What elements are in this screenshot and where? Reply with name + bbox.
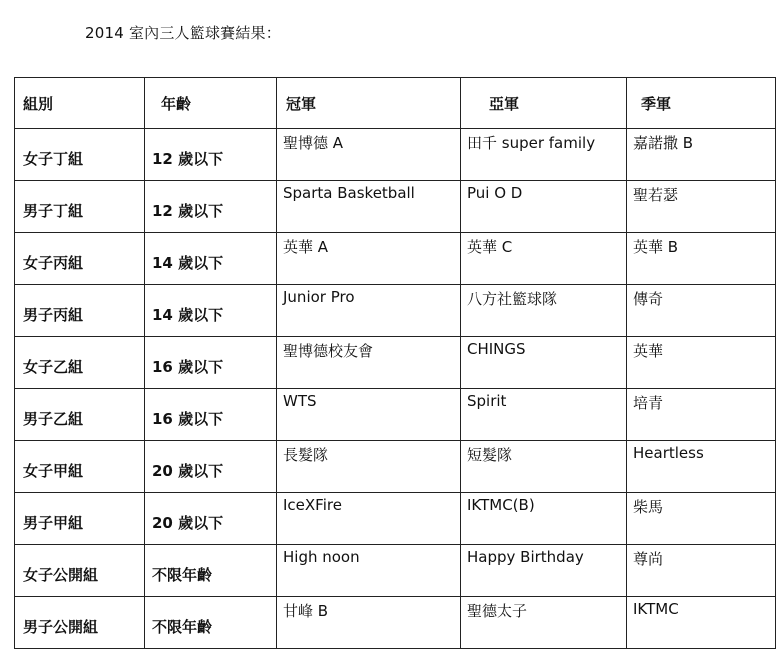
group-cell-text: 男子公開組 [23,618,99,636]
header-champion-label: 冠軍 [286,94,317,113]
champion-cell-text: Sparta Basketball [283,184,415,202]
champion-cell-text: IceXFire [283,496,342,514]
table-row [15,337,776,389]
third-cell-text: 傳奇 [633,290,664,308]
age-cell [145,337,277,389]
header-third [627,78,776,129]
runner-up-cell [461,493,627,545]
age-cell [145,441,277,493]
group-cell [15,441,145,493]
runner-up-cell-text: Spirit [467,392,507,410]
third-cell [627,181,776,233]
champion-cell [277,233,461,285]
group-cell [15,181,145,233]
age-cell-text: 14 歲以下 [152,254,224,272]
age-cell [145,129,277,181]
group-cell-text: 男子乙組 [23,410,84,428]
group-cell-text: 女子丙組 [23,254,84,272]
runner-up-cell [461,337,627,389]
table-row [15,285,776,337]
runner-up-cell-text: 短髮隊 [467,446,513,464]
table-row [15,233,776,285]
third-cell [627,493,776,545]
header-group-label: 組別 [23,94,54,113]
age-cell-text: 16 歲以下 [152,358,224,376]
age-cell-text: 不限年齡 [152,566,213,584]
champion-cell-text: WTS [283,392,317,410]
group-cell [15,597,145,649]
age-cell-text: 12 歲以下 [152,150,224,168]
age-cell [145,285,277,337]
champion-cell [277,545,461,597]
champion-cell [277,441,461,493]
group-cell-text: 女子公開組 [23,566,99,584]
age-cell [145,389,277,441]
third-cell-text: 嘉諾撒 B [633,134,694,152]
header-age [145,78,277,129]
champion-cell-text: 長髮隊 [283,446,329,464]
champion-cell-text: 英華 A [283,238,329,256]
third-cell-text: Heartless [633,444,704,462]
runner-up-cell [461,233,627,285]
group-cell [15,493,145,545]
group-cell-text: 女子甲組 [23,462,84,480]
runner-up-cell [461,597,627,649]
table-row [15,441,776,493]
group-cell [15,129,145,181]
group-cell-text: 男子丙組 [23,306,84,324]
runner-up-cell-text: 聖德太子 [467,602,528,620]
third-cell-text: IKTMC [633,600,679,618]
age-cell [145,233,277,285]
third-cell-text: 尊尚 [633,550,664,568]
champion-cell-text: 甘峰 B [283,602,329,620]
age-cell-text: 12 歲以下 [152,202,224,220]
group-cell [15,389,145,441]
third-cell [627,285,776,337]
champion-cell-text: High noon [283,548,360,566]
table-row [15,597,776,649]
table-row [15,129,776,181]
champion-cell [277,337,461,389]
champion-cell-text: 聖博德 A [283,134,344,152]
runner-up-cell [461,181,627,233]
third-cell-text: 英華 B [633,238,679,256]
third-cell-text: 培青 [633,394,664,412]
champion-cell-text: 聖博德校友會 [283,342,374,360]
third-cell [627,233,776,285]
group-cell-text: 男子丁組 [23,202,84,220]
champion-cell [277,389,461,441]
runner-up-cell-text: Pui O D [467,184,523,202]
third-cell [627,597,776,649]
page-title: 2014 室內三人籃球賽結果： [85,24,281,42]
runner-up-cell-text: 英華 C [467,238,513,256]
header-age-label: 年齡 [161,94,192,113]
runner-up-cell [461,441,627,493]
runner-up-cell [461,129,627,181]
table-row [15,493,776,545]
age-cell [145,181,277,233]
third-cell-text: 英華 [633,342,664,360]
runner-up-cell [461,389,627,441]
champion-cell [277,181,461,233]
table-row [15,181,776,233]
third-cell-text: 聖若瑟 [633,186,679,204]
header-group [15,78,145,129]
group-cell-text: 男子甲組 [23,514,84,532]
group-cell-text: 女子丁組 [23,150,84,168]
third-cell [627,545,776,597]
runner-up-cell-text: IKTMC(B) [467,496,535,514]
champion-cell [277,597,461,649]
champion-cell-text: Junior Pro [283,288,355,306]
third-cell-text: 柴馬 [633,498,664,516]
age-cell-text: 20 歲以下 [152,462,224,480]
age-cell-text: 14 歲以下 [152,306,224,324]
table-row [15,389,776,441]
group-cell [15,233,145,285]
age-cell [145,545,277,597]
table-header-row [15,78,776,129]
runner-up-cell-text: Happy Birthday [467,548,584,566]
runner-up-cell-text: CHINGS [467,340,526,358]
runner-up-cell [461,545,627,597]
age-cell [145,493,277,545]
table-row [15,545,776,597]
third-cell [627,441,776,493]
header-champion [277,78,461,129]
age-cell [145,597,277,649]
header-runner-up [461,78,627,129]
age-cell-text: 16 歲以下 [152,410,224,428]
group-cell [15,337,145,389]
third-cell [627,389,776,441]
age-cell-text: 20 歲以下 [152,514,224,532]
results-table [14,77,776,649]
header-runner-up-label: 亞軍 [489,94,520,113]
runner-up-cell-text: 田千 super family [467,134,596,152]
third-cell [627,337,776,389]
group-cell-text: 女子乙組 [23,358,84,376]
champion-cell [277,285,461,337]
header-third-label: 季軍 [641,94,672,113]
runner-up-cell [461,285,627,337]
champion-cell [277,493,461,545]
age-cell-text: 不限年齡 [152,618,213,636]
group-cell [15,545,145,597]
champion-cell [277,129,461,181]
group-cell [15,285,145,337]
third-cell [627,129,776,181]
runner-up-cell-text: 八方社籃球隊 [467,290,558,308]
table-body [15,129,776,649]
